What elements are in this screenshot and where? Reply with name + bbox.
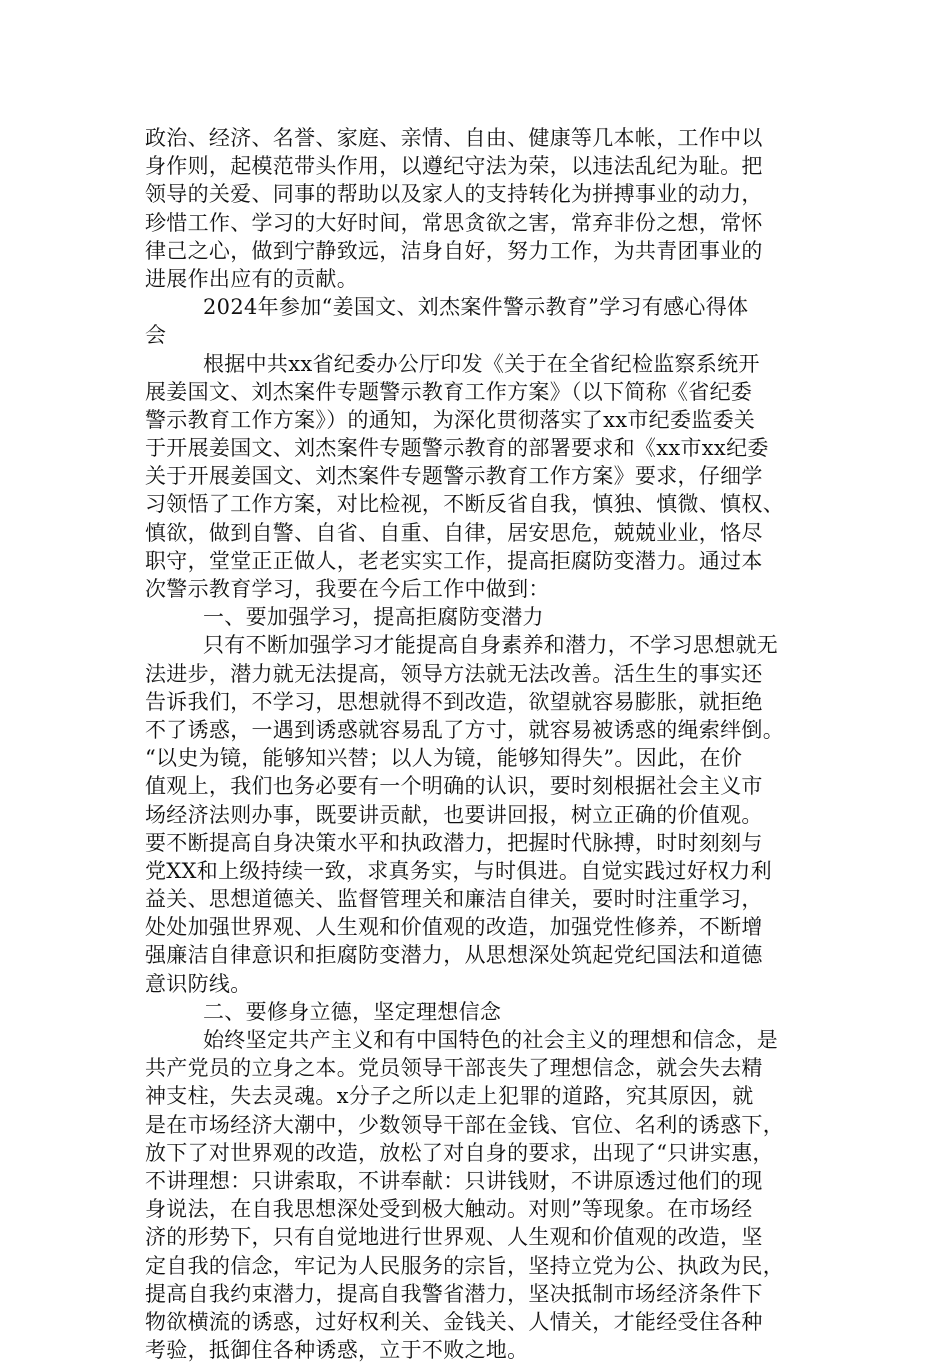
- text-line: 强廉洁自律意识和拒腐防变潜力，从思想深处筑起党纪国法和道德: [145, 943, 763, 968]
- text-line: 一、要加强学习，提高拒腐防变潜力: [203, 605, 544, 630]
- text-line: 身说法，在自我思想深处受到极大触动。对则”等现象。在市场经: [145, 1197, 753, 1222]
- text-line: 是在市场经济大潮中，少数领导干部在金钱、官位、名利的诱惑下，: [145, 1112, 784, 1137]
- text-line: 不讲理想：只讲索取，不讲奉献：只讲钱财，不讲原透过他们的现: [145, 1168, 763, 1193]
- text-line: 益关、思想道德关、监督管理关和廉洁自律关，要时时注重学习，: [145, 887, 763, 912]
- text-line: 二、要修身立德，坚定理想信念: [203, 999, 502, 1024]
- text-line: 身作则，起模范带头作用，以遵纪守法为荣，以违法乱纪为耻。把: [145, 154, 763, 179]
- text-line: 党XX和上级持续一致，求真务实，与时俱进。自觉实践过好权力利: [145, 858, 772, 883]
- text-line: 济的形势下，只有自觉地进行世界观、人生观和价值观的改造，坚: [145, 1225, 763, 1250]
- text-line: 只有不断加强学习才能提高自身素养和潜力，不学习思想就无: [203, 633, 779, 658]
- text-line: 关于开展姜国文、刘杰案件专题警示教育工作方案》要求，仔细学: [145, 464, 763, 489]
- text-line: 放下了对世界观的改造，放松了对自身的要求，出现了“只讲实惠，: [145, 1140, 774, 1165]
- text-line: 定自我的信念，牢记为人民服务的宗旨，坚持立党为公、执政为民，: [145, 1253, 784, 1278]
- text-line: 意识防线。: [145, 971, 252, 996]
- text-line: 神支柱，失去灵魂。x分子之所以走上犯罪的道路，究其原因，就: [145, 1084, 754, 1109]
- text-line: 考验，抵御住各种诱惑，立于不败之地。: [145, 1338, 529, 1363]
- text-line: 展姜国文、刘杰案件专题警示教育工作方案》（以下简称《省纪委: [145, 379, 753, 404]
- text-line: 提高自我约束潜力，提高自我警省潜力，坚决抵制市场经济条件下: [145, 1281, 763, 1306]
- text-line: 于开展姜国文、刘杰案件专题警示教育的部署要求和《xx市xx纪委: [145, 436, 769, 461]
- text-line: 警示教育工作方案》）的通知，为深化贯彻落实了xx市纪委监委关: [145, 407, 756, 432]
- text-line: 处处加强世界观、人生观和价值观的改造，加强党性修养，不断增: [145, 915, 763, 940]
- text-line: 2024年参加“姜国文、刘杰案件警示教育”学习有感心得体: [203, 295, 749, 320]
- text-line: 根据中共xx省纪委办公厅印发《关于在全省纪检监察系统开: [203, 351, 760, 376]
- text-line: 不了诱惑，一遇到诱惑就容易乱了方寸，就容易被诱惑的绳索绊倒。: [145, 717, 784, 742]
- text-line: 领导的关爱、同事的帮助以及家人的支持转化为拼搏事业的动力，: [145, 182, 763, 207]
- text-line: 要不断提高自身决策水平和执政潜力，把握时代脉搏，时时刻刻与: [145, 830, 763, 855]
- text-line: 始终坚定共产主义和有中国特色的社会主义的理想和信念，是: [203, 1028, 779, 1052]
- text-line: 物欲横流的诱惑，过好权利关、金钱关、人情关，才能经受住各种: [145, 1309, 763, 1334]
- text-line: 进展作出应有的贡献。: [145, 266, 358, 291]
- text-line: 慎欲，做到自警、自省、自重、自律，居安思危，兢兢业业，恪尽: [145, 520, 763, 545]
- text-line: 政治、经济、名誉、家庭、亲情、自由、健康等几本帐，工作中以: [145, 126, 763, 150]
- text-line: 珍惜工作、学习的大好时间，常思贪欲之害，常弃非份之想，常怀: [145, 210, 763, 235]
- text-line: 职守，堂堂正正做人，老老实实工作，提高拒腐防变潜力。通过本: [145, 548, 763, 573]
- text-line: 值观上，我们也务必要有一个明确的认识，要时刻根据社会主义市: [145, 774, 763, 799]
- text-line: 场经济法则办事，既要讲贡献，也要讲回报，树立正确的价值观。: [145, 802, 763, 827]
- text-line: “以史为镜，能够知兴替；以人为镜，能够知得失”。因此，在价: [145, 746, 743, 771]
- text-line: 次警示教育学习，我要在今后工作中做到：: [145, 577, 550, 601]
- text-line: 法进步，潜力就无法提高，领导方法就无法改善。活生生的事实还: [145, 661, 763, 686]
- text-line: 共产党员的立身之本。党员领导干部丧失了理想信念，就会失去精: [145, 1056, 763, 1081]
- document-body: [145, 124, 805, 1364]
- text-line: 告诉我们，不学习，思想就得不到改造，欲望就容易膨胀，就拒绝: [145, 689, 763, 714]
- text-line: 律己之心，做到宁静致远，洁身自好，努力工作，为共青团事业的: [145, 238, 763, 263]
- text-line: 会: [145, 323, 167, 348]
- text-line: 习领悟了工作方案，对比检视，不断反省自我，慎独、慎微、慎权、: [145, 492, 784, 517]
